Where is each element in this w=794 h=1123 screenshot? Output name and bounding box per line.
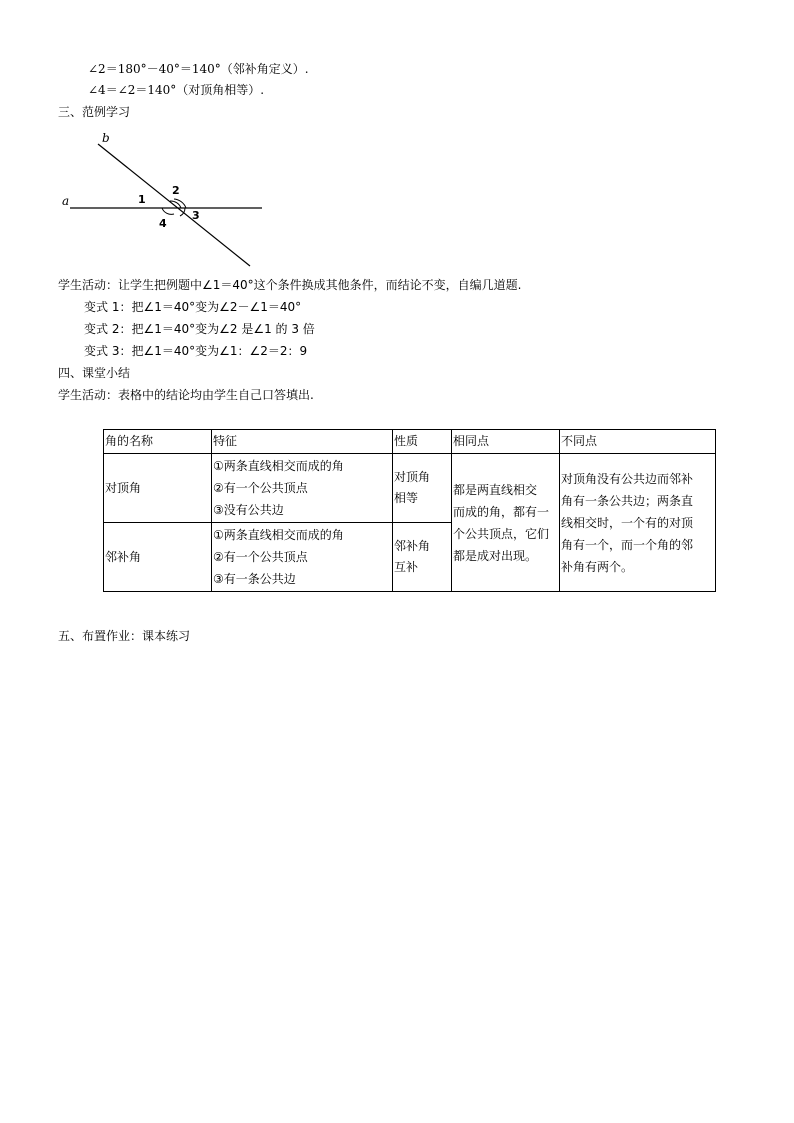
- row-1-name: 对顶角: [104, 454, 212, 523]
- same-line-4: 都是成对出现。: [453, 548, 538, 563]
- same-line-1: 都是两直线相交: [453, 482, 538, 497]
- diff-line-1: 对顶角没有公共边而邻补: [561, 471, 694, 486]
- label-1: 1: [138, 193, 146, 206]
- angle-arc-4: [162, 208, 174, 214]
- row-2-property-line-2: 互补: [394, 560, 419, 574]
- table-row: [104, 454, 716, 523]
- section-5-heading: 五、布置作业：课本练习: [58, 629, 191, 643]
- row-1-property-line-1: 对顶角: [394, 470, 431, 484]
- row-2-property-line-1: 邻补角: [394, 539, 431, 553]
- intersecting-lines-svg: [58, 128, 264, 268]
- same-line-3: 个公共顶点，它们: [453, 526, 550, 541]
- row-2-feature-3: ③有一条公共边: [213, 572, 296, 586]
- label-2: 2: [172, 184, 180, 197]
- intersecting-lines-figure: [58, 128, 264, 268]
- header-name: 角的名称: [104, 430, 212, 454]
- variant-3: 变式 3：把∠1＝40°变为∠1：∠2＝2：9: [84, 344, 308, 358]
- section-3-heading: 三、范例学习: [58, 105, 131, 119]
- diff-points-cell: [560, 454, 716, 592]
- row-1-property: [393, 454, 452, 523]
- table-header-row: [104, 430, 716, 454]
- variant-2: 变式 2：把∠1＝40°变为∠2 是∠1 的 3 倍: [84, 322, 315, 336]
- diff-line-2: 角有一条公共边；两条直: [561, 493, 694, 508]
- row-2-feature-1: ①两条直线相交而成的角: [213, 528, 344, 542]
- intro-line-1: ∠2＝180°－40°＝140°（邻补角定义）.: [88, 62, 309, 76]
- label-b: b: [102, 131, 110, 145]
- row-2-name: 邻补角: [104, 523, 212, 592]
- header-property: 性质: [393, 430, 452, 454]
- section-4-heading: 四、课堂小结: [58, 366, 131, 380]
- label-a: a: [62, 194, 70, 208]
- diff-line-4: 角有一个，而一个角的邻: [561, 537, 694, 552]
- intro-line-2: ∠4＝∠2＝140°（对顶角相等）.: [88, 83, 265, 97]
- row-2-property: [393, 523, 452, 592]
- row-1-feature-1: ①两条直线相交而成的角: [213, 459, 344, 473]
- diff-line-3: 线相交时，一个有的对顶: [561, 515, 694, 530]
- section-4-activity: 学生活动：表格中的结论均由学生自己口答填出.: [58, 388, 314, 402]
- row-2-features: [212, 523, 393, 592]
- line-b: [98, 144, 250, 266]
- variant-1: 变式 1：把∠1＝40°变为∠2－∠1＝40°: [84, 300, 302, 314]
- row-1-feature-2: ②有一个公共顶点: [213, 481, 308, 495]
- row-1-feature-3: ③没有公共边: [213, 503, 284, 517]
- label-4: 4: [159, 217, 167, 230]
- row-1-features: [212, 454, 393, 523]
- header-features: 特征: [212, 430, 393, 454]
- summary-table: [103, 429, 716, 592]
- section-3-activity: 学生活动：让学生把例题中∠1＝40°这个条件换成其他条件，而结论不变，自编几道题.: [58, 278, 522, 292]
- row-2-feature-2: ②有一个公共顶点: [213, 550, 308, 564]
- header-same: 相同点: [452, 430, 560, 454]
- same-points-cell: [452, 454, 560, 592]
- row-1-property-line-2: 相等: [394, 491, 419, 505]
- diff-line-5: 补角有两个。: [561, 559, 634, 574]
- same-line-2: 而成的角，都有一: [453, 504, 550, 519]
- header-diff: 不同点: [560, 430, 716, 454]
- label-3: 3: [192, 209, 200, 222]
